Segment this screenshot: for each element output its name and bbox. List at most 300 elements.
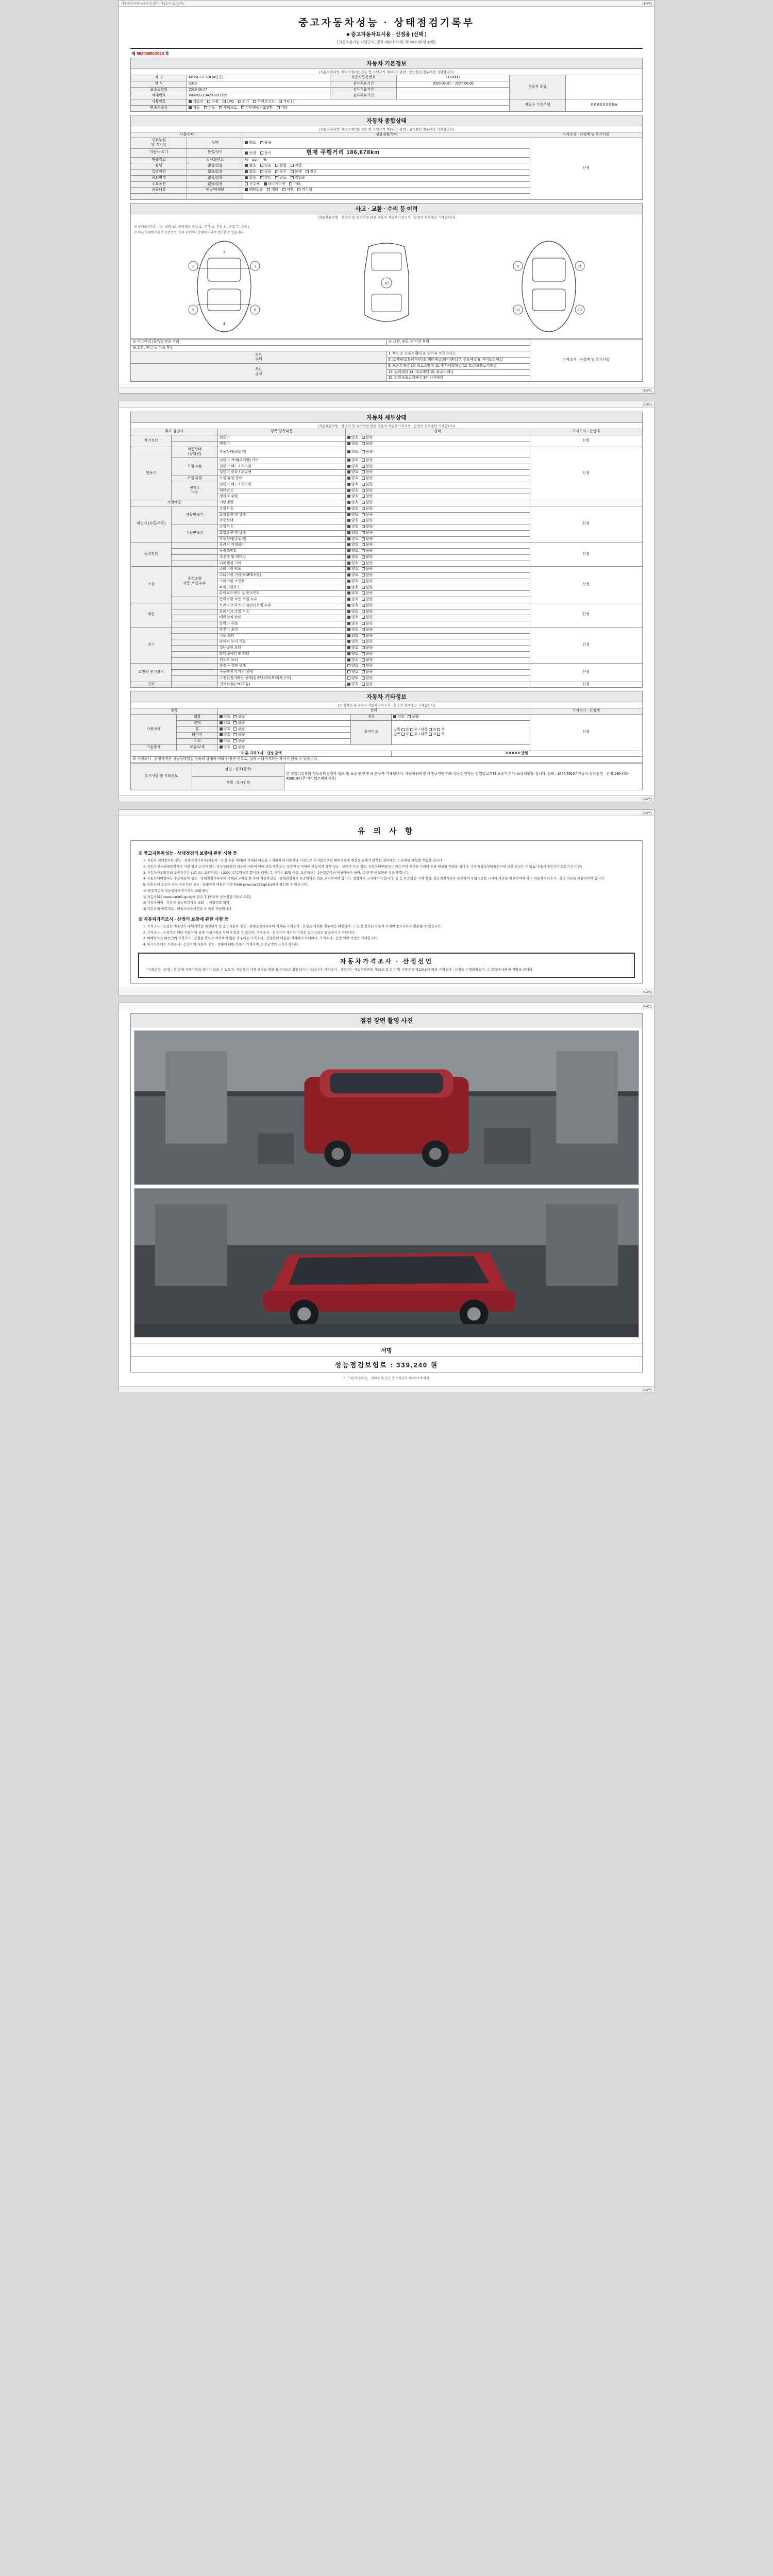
option[interactable]: 양호 [347,591,359,596]
option[interactable]: 양호 [347,683,359,687]
option[interactable]: 적법 [291,164,302,168]
option[interactable]: 양호 [347,610,359,615]
option[interactable]: 불량 [362,465,373,469]
option[interactable]: 양호 [347,483,359,487]
inspector-label-2: 직책 · 조사인원 [192,777,284,790]
group-label: 변속기 (자동/수동) [131,506,172,543]
serial-number [131,51,643,57]
option[interactable]: 불량 [362,531,373,536]
option[interactable]: 양호 [347,580,359,584]
serial-value: 952000912023 [136,52,164,56]
option[interactable]: 불량 [362,646,373,651]
basic-info-note: (자동차관리법 제58조제1항, 같은 법 시행규칙 제120조 관련 · 성능점검 경우에만 기재합니다) [130,69,643,75]
table-row [131,603,643,609]
fuel-option[interactable]: 가솔린 [189,100,203,105]
option[interactable]: 상이 [260,151,272,156]
item-state [346,530,530,536]
overall-note: (자동차관리법 제58조제1항, 같은 법 시행규칙 제120조 관련 · 성능점검 경우에만 기재합니다) [130,126,643,132]
option[interactable]: 양호 [347,555,359,560]
option[interactable]: 양호 [347,652,359,657]
table-row [131,751,643,757]
sub-label: 커먼레일 [131,500,218,506]
sub-label [172,615,217,621]
car-diagram-left [173,238,276,335]
total-label: ※ 총 가격조사 · 산정 금액 [131,751,392,757]
option[interactable]: 불량 [362,562,373,566]
item-label: 발전기 출력 [217,627,345,633]
option[interactable]: 양호 [347,598,359,602]
option[interactable]: 불량 [362,436,373,440]
guarantee-text: 본 점검기록부의 성능상태점검자 정보 및 보증 관련 안내 문구가 기재됩니다. 자동차관리법 시행규칙에 따라 성능점검자는 점검일로부터 보증기간 내 보증책임을 집니다. 문의 : 1644-3910 / 자동차 성능점검 · 산정 140-475-4390192 (주 아이템코퍼레이션) [284,764,642,790]
option[interactable]: 불량 [362,525,373,530]
svg-text:9: 9 [517,264,519,268]
svg-text:6: 6 [254,308,256,312]
option[interactable]: 불량 [260,141,272,146]
parts-rank-row: 13. 필러패널 14. 대쉬패널 15. 플로어패널 [386,369,530,376]
option[interactable]: 양호 [347,442,359,447]
sub-label [172,543,217,549]
form-reference: 자동차인터넷 사용과정 (별지 제1호의 2) (앞쪽) [121,3,184,6]
option[interactable]: 불량 [362,549,373,554]
overall-table [130,132,643,200]
item-label: 휠 [177,726,217,733]
svg-text:10: 10 [384,281,389,285]
price-cell: 산정 [530,506,642,543]
table-row [131,75,643,81]
item-label: 광택 [177,720,217,726]
option[interactable]: 양호 [347,676,359,681]
option[interactable]: 전손 [306,170,317,175]
row-label [187,194,243,200]
option[interactable]: 양호 [347,459,359,463]
option[interactable]: 양호 [220,727,231,732]
car-diagram-row [134,235,639,335]
transmission-options [187,105,510,111]
option[interactable]: 불량 [233,733,245,738]
sub-label [172,441,217,447]
inspection-photo-2 [134,1188,639,1337]
option[interactable]: 불량 [362,567,373,572]
option[interactable]: 불량 [233,739,245,744]
option[interactable]: 불량 [362,640,373,645]
option[interactable]: 불량 [362,628,373,633]
option[interactable]: 불량 [362,604,373,608]
item-label: 실린더 헤드 / 개스킷 [217,482,345,488]
option[interactable]: 양호 [245,141,256,146]
option[interactable]: 선루프 [245,182,259,187]
option[interactable]: 불량 [362,442,373,447]
option[interactable]: 양호 [347,531,359,536]
option[interactable]: 있음 [260,170,272,175]
sub-label [172,633,217,639]
emission-co: % [245,158,248,162]
table-row [131,764,643,777]
option[interactable]: 양호 [347,549,359,554]
item-label: 동력크 유량 [217,621,345,628]
option[interactable]: 불량 [362,616,373,620]
page-2-header [119,401,654,408]
option[interactable]: 불량 [362,573,373,578]
option[interactable]: 양호 [347,450,359,455]
item-label: 충전구 절연 상태 [217,664,345,670]
option[interactable]: 없음 [245,164,256,168]
declaration-text: 「가격조사 · 산정」은 실제 거래가격과 차이가 있을 수 있으며, 자동차의 가격 산정을 위한 참고자료로 활용하시기 바랍니다. 가격조사 · 산정자는 자동차관리법 제58조 및 같은 법 시행규칙 제120조에 따라 가격조사 · 산정을 수행하였으며, 그 결과에 대하여 책임을 집니다. [144,968,533,972]
item-label: 클러치 어셈블리 [217,543,345,549]
page-3 [119,809,654,995]
notice-item: ※ 중고자동차 성능상태점검기록부 조회 방법 [143,889,209,893]
option[interactable]: 양호 [220,733,231,738]
notice-heading-1: ※ 중고자동차성능 · 상태점검의 보증에 관한 사항 등 [138,851,238,856]
exchange-label: ※ 교환, 판금 등 이상 부위 [386,339,530,345]
notice-item: 1) 자동차365 (www.car365.go.kr)에 접속 후 [중고차 성능점검기록부 조회] [143,895,251,899]
option[interactable]: 렌트 [260,176,272,181]
sub-label: 자동변속기 [172,506,217,524]
option[interactable]: 불량 [362,489,373,494]
parts-rank-row: 1. 후드 2. 프론트휀더 3. 도어 4. 트렁크리드 [386,351,530,358]
option[interactable]: 미이행 [297,188,312,193]
option[interactable]: 양호 [347,586,359,590]
option[interactable]: 불량 [362,683,373,687]
item-state [346,512,530,518]
option[interactable]: 동일 [245,151,256,156]
option[interactable]: 양호 [347,616,359,620]
option[interactable]: 해당 [267,188,278,193]
option[interactable]: 양호 [347,495,359,499]
sub-label [172,664,217,670]
diagram-legend-1: ※ 상태표시부호 : ( X : 교환, W : 판금 또는 용접, C : 부식, A : 흠집, U : 요철, T : 손상 ) [134,225,249,229]
fuel-option[interactable]: 하이브리드 [253,100,275,105]
option[interactable]: 불량 [362,664,373,669]
option[interactable]: 양호 [393,715,405,720]
accident-diagram-box [130,220,643,339]
item-state [346,621,530,628]
item-label: 작동상태(공회전) [217,447,345,458]
option[interactable]: 불량 [233,715,245,720]
item-label: 시동 모터 [217,633,345,639]
option[interactable]: 양호 [347,640,359,645]
group-label: 전기 [131,627,172,664]
option[interactable]: 해당없음 [245,188,263,193]
item-label: 스티어링 기어(MDPS포함) [217,573,345,579]
fuel-option[interactable]: 전기 [238,100,249,105]
price-cell: 산정 [530,664,642,682]
option[interactable]: 불량 [362,598,373,602]
option[interactable]: 양호 [347,567,359,572]
page-3-header [119,810,654,816]
option[interactable]: 불량 [233,721,245,726]
fuel-options [187,99,510,106]
option[interactable]: 양호 [347,604,359,608]
document-title: 중고자동차성능 · 상태점검기록부 [298,18,475,28]
tire-detail [392,720,530,744]
group-label: 자기진단 [131,435,172,447]
option[interactable]: 양호 [347,513,359,518]
item-state [346,543,530,549]
page-1-header [119,1,654,7]
signature-band: 서명 [130,1344,643,1357]
option[interactable]: 양호 [220,739,231,744]
vehicle-type-value [566,75,643,99]
option[interactable]: 불량 [362,580,373,584]
detail-note: (자동차관리법 · 산정의 및 특기사항 관련 부분의 자동차가격조사 · 산정의 경우에만 기재합니다) [130,423,643,429]
page-3-footer: (3/4면) [119,989,654,995]
option[interactable]: 불량 [362,676,373,681]
item-state [346,464,530,470]
table-row [131,543,643,549]
group-label: 기본품목 [131,744,177,751]
row-options [243,188,530,194]
tire-row: 앞쪽 좌 우 / 뒤쪽 좌 우 [393,728,445,732]
option[interactable]: 영업용 [291,176,305,181]
table-header-row [131,429,643,435]
option[interactable]: 불량 [362,652,373,657]
transmission-option[interactable]: 세미오토 [219,106,237,111]
serial-suffix: 호 [165,52,170,56]
option[interactable]: 불량 [362,513,373,518]
option[interactable]: 불법 [275,164,287,168]
item-label: 오일누유 [217,524,345,531]
item-state [346,447,530,458]
field-value: 2019 [187,81,330,87]
item-state [346,518,530,524]
item-state [217,733,350,739]
item-label: 오일 유량 상태 [217,476,345,482]
option[interactable]: 양호 [347,470,359,475]
item-state [346,591,530,597]
option[interactable]: 양호 [347,465,359,469]
option[interactable]: 불량 [408,715,419,720]
tire-row: 앞쪽 좌 우 / 뒤쪽 좌 우 [393,732,445,736]
price-cell: 산정 [530,627,642,664]
basic-info-table [130,75,643,112]
option[interactable]: 양호 [220,745,231,750]
document-subtitle: ■ 중고자동차표시용 · 선정용 (선택 ) [346,32,427,38]
option[interactable]: 불량 [362,519,373,523]
item-state [346,488,530,494]
row-category: 용도변경 [131,175,187,181]
option[interactable]: 양호 [347,501,359,505]
option[interactable]: 양호 [347,658,359,663]
notice-item-2: 2. 가격조사 · 산정액은 해당 자동차의 실제 거래가격과 차이가 있을 수 있으며, 가격조사 · 산정자가 제시한 가격은 참고자료로 활용하시기 바랍니다. [143,930,356,935]
item-state [346,670,530,676]
option[interactable]: 화재 [291,170,302,175]
page-2-footer: (2/4면) [119,795,654,802]
item-label: 보유/교재 [177,744,217,751]
parts-rank-row: 5. 로커패널(도어하단) 6. 쿼터패널(리어펜더) 7. 루프패널 8. 사이드실패널 [386,358,530,364]
option[interactable]: 양호 [347,646,359,651]
row-category: 주요옵션 [131,181,187,188]
item-state [346,615,530,621]
table-row [131,664,643,670]
option[interactable]: 양호 [347,537,359,542]
option[interactable]: 불량 [233,727,245,732]
field-value: 2019-06-27 [187,87,330,93]
sub-label: 작동상태 (공회전) [172,447,217,458]
option[interactable]: 내비게이션 [264,182,285,187]
option[interactable]: 불량 [362,483,373,487]
item-label: 브레이크 오일 누유 [217,609,345,615]
option[interactable]: 있음 [260,164,272,168]
sub-label [172,627,217,633]
option[interactable]: 불량 [362,477,373,481]
option[interactable]: 양호 [347,543,359,548]
option[interactable]: 양호 [347,477,359,481]
option[interactable]: 양호 [220,715,231,720]
field-value: Mexxi 2.0 TDI (4인승) [187,75,330,81]
option[interactable]: 불량 [362,501,373,505]
row-options [243,157,530,163]
item-label: 실내송풍 모터 [217,646,345,652]
item-state [346,441,530,447]
fuel-option[interactable]: 기타 ( ) [279,100,294,105]
group-label: 원동기 [131,447,172,500]
fuel-option[interactable]: 디젤 [207,100,219,105]
transmission-option[interactable]: 자동 [189,106,200,111]
parts-group-label: 주요 골격 [131,363,387,381]
item-label: 추진축 및 베어링 [217,554,345,561]
row-options [243,194,530,200]
item-state [346,470,530,476]
option[interactable]: 불량 [362,586,373,590]
item-label: 스티어링 펌프 [217,567,345,573]
option[interactable]: 불량 [362,507,373,512]
item-label: 오일누유 [217,506,345,512]
serial-label: 제 [131,52,136,56]
column-header: 상태 [217,708,530,715]
row-label: 동일/상이 [187,148,243,157]
row-options [243,170,530,176]
document-legal-reference: (자동차관리법 시행규칙 [별지 제82호서식] 제120조제1항 관련) [337,41,436,44]
total-value: 0 0 0 0 0 만원 [392,751,643,757]
item-label: 등속조인트 [217,549,345,555]
row-category: 배출가스 [131,157,187,163]
item-state [346,506,530,512]
field-value [397,93,509,99]
item-label: 냉각수 수량 [217,494,345,500]
fuel-option[interactable]: LPG [223,100,234,105]
item-state [346,597,530,603]
transmission-option[interactable]: 무단변속기(CVT) [241,106,272,111]
option[interactable]: 양호 [347,436,359,440]
option[interactable]: 양호 [347,573,359,578]
option[interactable]: 불량 [362,670,373,675]
option[interactable]: 불량 [362,543,373,548]
option[interactable]: 양호 [347,670,359,675]
option[interactable]: 리스 [275,176,287,181]
option[interactable]: 양호 [347,507,359,512]
option[interactable]: 없음 [245,176,256,181]
svg-text:12: 12 [516,308,520,312]
accident-band: 사고 · 교환 · 수리 등 이력 [130,203,643,214]
sub-label [172,597,217,603]
item-state [346,633,530,639]
option[interactable]: 불량 [362,555,373,560]
price-cell: 산정 [530,682,642,688]
sub-label [172,651,217,657]
option[interactable]: 침수 [275,170,287,175]
sub-label [172,554,217,561]
option[interactable]: 불량 [362,622,373,626]
option[interactable]: 양호 [347,525,359,530]
item-state [217,744,530,751]
row-category [131,194,187,200]
option[interactable]: 불량 [362,495,373,499]
option[interactable]: 불량 [233,745,245,750]
item-label: 배력장치 상태 [217,615,345,621]
option[interactable]: 기타 [289,182,300,187]
basic-info-band: 자동차 기본정보 [130,58,643,69]
option[interactable]: 양호 [347,489,359,494]
column-header: 항목 [131,708,218,715]
column-header: 상태 [346,429,530,435]
item-label: 변속기 [217,441,345,447]
item-label: 브레이크 마스터 실린더오일 누유 [217,603,345,609]
item-state [346,482,530,488]
option[interactable]: 양호 [347,664,359,669]
option[interactable]: 불량 [362,634,373,639]
option[interactable]: 불량 [362,450,373,455]
accident-note: (자동차관리법 · 산정의 및 특기사항 관련 부분의 자동차가격조사 · 산정의 경우에만 기재합니다) [130,214,643,220]
transmission-option[interactable]: 수동 [204,106,215,111]
page-4-header [119,1003,654,1009]
option[interactable]: 불량 [362,658,373,663]
option[interactable]: 양호 [347,634,359,639]
option[interactable]: 양호 [347,562,359,566]
item-state [346,457,530,464]
table-row [131,500,643,506]
item-state [346,554,530,561]
item-label: 타이로드엔드 및 볼조인트 [217,591,345,597]
vehicle-type-label: 자동차 종류 [509,75,565,99]
sub-label: 오일 유량 [172,476,217,482]
item-state [217,739,350,745]
row-label: 없음/있음 [187,163,243,170]
item-label: 작동상태(공회전) [217,536,345,543]
option[interactable]: 양호 [220,721,231,726]
option[interactable]: 불량 [362,591,373,596]
option[interactable]: 양호 [347,519,359,523]
emission-smoke: % [263,158,267,162]
item-state [346,435,530,441]
insurance-price-label: 성능점검보험료 : [334,1361,394,1369]
option[interactable]: 불량 [362,459,373,463]
field-label: 연 식 [131,81,187,87]
option[interactable]: 불량 [362,610,373,615]
current-mileage: 현재 주행거리 186,678km [306,149,380,156]
declaration-box [138,953,635,978]
item-state [217,726,350,733]
option[interactable]: 없음 [245,170,256,175]
sub-label [172,670,217,676]
item-state [346,657,530,664]
total-foot-note: ※ 가격조사 · 산정가격은 성능상태점검 항목의 상태에 따라 산정한 것으로, 실제 거래가격과는 차이가 있을 수 있습니다. [131,757,643,763]
field-label: 검사유효기간 [330,93,397,99]
transmission-option[interactable]: 기타 [277,106,288,111]
svg-text:4: 4 [223,322,225,326]
option[interactable]: 불량 [362,537,373,542]
option[interactable]: 이행 [282,188,294,193]
item-label: 실린더 커버(로커암) 커버 [217,457,345,464]
option[interactable]: 양호 [347,622,359,626]
item-label: 유리 [177,739,217,745]
item-state [346,639,530,646]
option[interactable]: 양호 [347,628,359,633]
insurance-price-band [130,1357,643,1372]
option[interactable]: 불량 [362,470,373,475]
price-cell: 산정 [530,567,642,603]
item-state [346,609,530,615]
table-header-row [131,132,643,138]
